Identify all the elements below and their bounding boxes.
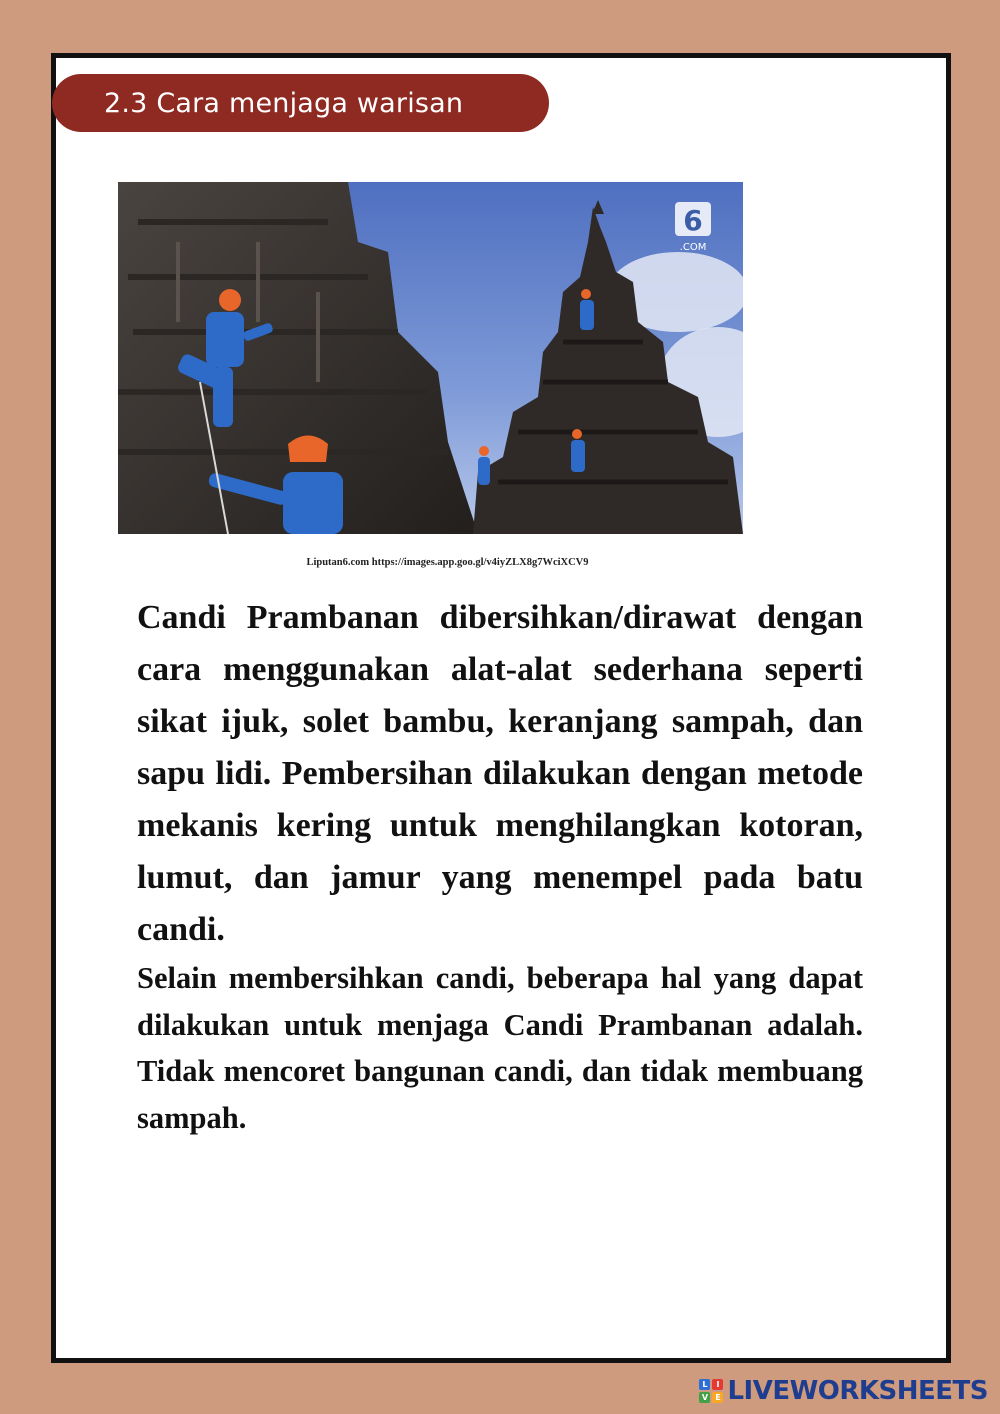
section-heading-banner — [52, 74, 549, 132]
watermark-suffix: .COM — [679, 242, 707, 253]
watermark-logo: 6 — [683, 204, 703, 237]
logo-letter-l: L — [699, 1379, 710, 1390]
logo-text: LIVEWORKSHEETS — [727, 1376, 988, 1406]
image-caption: Liputan6.com https://images.app.goo.gl/v4iyZLX8g7WciXCV9 — [306, 557, 589, 568]
body-paragraph-1: Candi Prambanan dibersihkan/dirawat dengan cara menggunakan alat-alat sederhana seperti sikat ijuk, solet bambu, keranjang sampah, dan sapu lidi. Pembersihan dilakukan dengan metode mekanis kering untuk menghilangkan kotoran, lumut, dan jamur yang menempel pada batu candi. — [137, 599, 863, 948]
section-heading: 2.3 Cara menjaga warisan — [104, 87, 464, 119]
logo-icon — [699, 1379, 723, 1403]
logo-letter-i: I — [712, 1379, 723, 1390]
temple-cleaning-photo — [118, 182, 743, 534]
liveworksheets-logo[interactable] — [699, 1376, 988, 1406]
body-paragraph-2: Selain membersihkan candi, beberapa hal yang dapat dilakukan untuk menjaga Candi Prambanan adalah. Tidak mencoret bangunan candi, dan tidak membuang sampah. — [137, 961, 863, 1135]
logo-letter-v: V — [699, 1392, 710, 1403]
logo-letter-e: E — [712, 1392, 723, 1403]
